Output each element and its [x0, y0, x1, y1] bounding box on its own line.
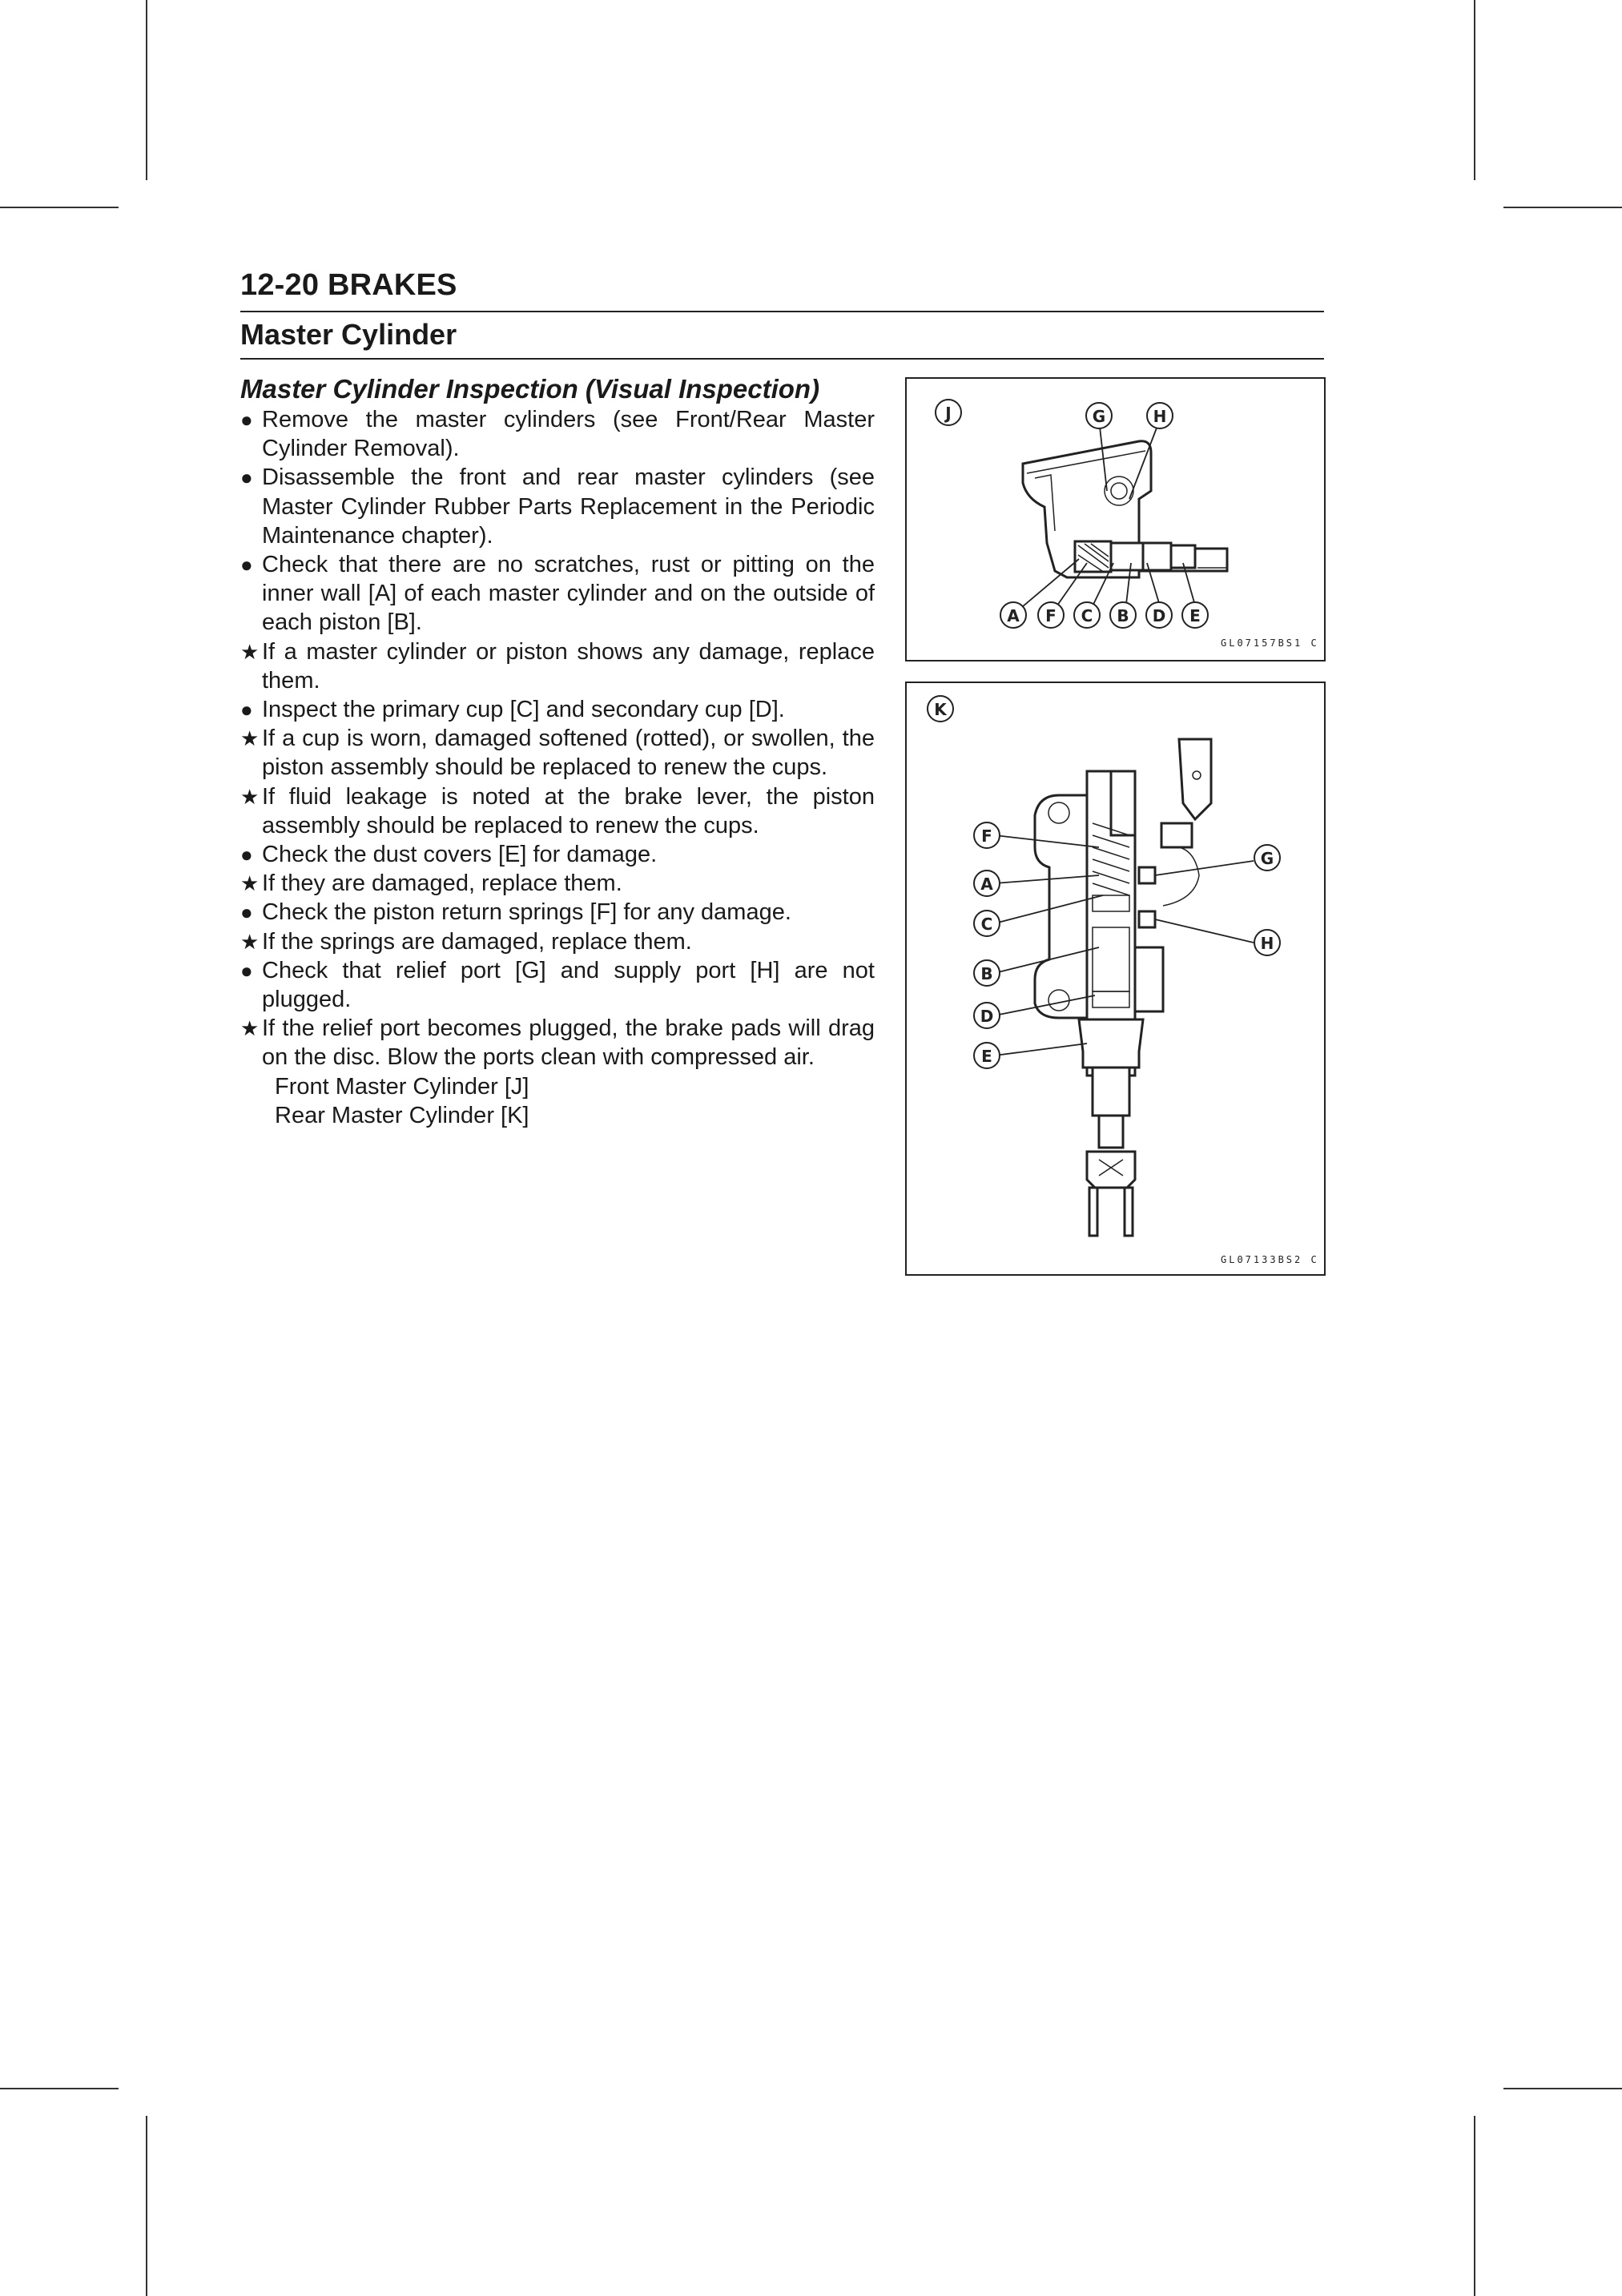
svg-text:C: C [980, 915, 993, 934]
list-item [240, 1014, 875, 1072]
item-text: Check the piston return springs [F] for any damage. [262, 899, 791, 926]
svg-text:F: F [1045, 606, 1057, 625]
star-marker: ★ [240, 784, 260, 809]
svg-text:J: J [945, 404, 952, 423]
list-item [240, 405, 875, 463]
star-marker: ★ [240, 929, 260, 954]
crop-mark [1503, 2088, 1622, 2089]
bullet-marker: ● [240, 842, 253, 867]
item-text: If they are damaged, replace them. [262, 871, 622, 897]
item-text: Disassemble the front and rear master cylinders (see Master Cylinder Rubber Parts Replacement in the Periodic Maintenance chapter). [262, 464, 875, 549]
item-text: Check that there are no scratches, rust or pitting on the inner wall [A] of each master cylinder and on the outside of each piston [B]. [262, 552, 875, 636]
section-title: Master Cylinder [240, 318, 457, 351]
svg-text:A: A [1007, 606, 1020, 625]
section-rule [240, 358, 1324, 360]
crop-mark [1503, 207, 1622, 208]
item-text: Check that relief port [G] and supply port [H] are not plugged. [262, 957, 875, 1013]
svg-text:D: D [980, 1007, 994, 1026]
callout-F [974, 822, 1000, 848]
instruction-list [240, 405, 875, 1072]
list-item [240, 724, 875, 782]
item-text: Check the dust covers [E] for damage. [262, 842, 658, 868]
crop-mark [0, 207, 119, 208]
crop-mark [0, 2088, 119, 2089]
legend-rear: Rear Master Cylinder [K] [275, 1102, 529, 1128]
list-item [240, 782, 875, 840]
list-item [240, 637, 875, 695]
callout-J [936, 400, 961, 425]
page-number: 12-20 BRAKES [240, 268, 457, 302]
callout-G [1086, 403, 1112, 428]
callout-C [974, 911, 1000, 936]
bullet-marker: ● [240, 900, 253, 925]
crop-mark [1474, 2116, 1475, 2296]
body-column [240, 373, 875, 1130]
svg-text:D: D [1152, 606, 1166, 625]
callout-E [974, 1043, 1000, 1068]
bullet-marker: ● [240, 408, 253, 432]
svg-text:H: H [1153, 407, 1167, 426]
figure-code: GL07157BS1 C [1221, 637, 1319, 649]
svg-text:E: E [981, 1047, 992, 1066]
legend-front: Front Master Cylinder [J] [275, 1073, 529, 1100]
rear-master-cylinder-drawing [907, 683, 1324, 1274]
svg-text:K: K [934, 700, 947, 719]
callout-B [974, 960, 1000, 986]
list-item [240, 550, 875, 637]
svg-text:C: C [1081, 606, 1093, 625]
svg-text:A: A [980, 875, 993, 894]
list-item [240, 840, 875, 869]
callout-F [1038, 602, 1064, 628]
list-item [240, 463, 875, 550]
svg-text:E: E [1189, 606, 1201, 625]
callout-A [974, 871, 1000, 896]
bullet-marker: ● [240, 958, 253, 983]
svg-text:B: B [1117, 606, 1129, 625]
star-marker: ★ [240, 1016, 260, 1041]
callout-A [1000, 602, 1026, 628]
item-text: If a cup is worn, damaged softened (rotted), or swollen, the piston assembly should be replaced to renew the cups. [262, 726, 875, 781]
svg-text:G: G [1260, 849, 1274, 868]
star-marker: ★ [240, 726, 260, 751]
callout-D [974, 1003, 1000, 1028]
callout-H [1254, 930, 1280, 955]
callout-H [1147, 403, 1173, 428]
bullet-marker: ● [240, 465, 253, 490]
item-text: Remove the master cylinders (see Front/Rear Master Cylinder Removal). [262, 407, 875, 462]
star-marker: ★ [240, 639, 260, 664]
crop-mark [146, 2116, 147, 2296]
item-text: Inspect the primary cup [C] and secondary cup [D]. [262, 697, 785, 723]
callout-C [1074, 602, 1100, 628]
item-text: If the springs are damaged, replace them. [262, 928, 692, 955]
list-item [240, 695, 875, 724]
item-text: If the relief port becomes plugged, the brake pads will drag on the disc. Blow the ports clean with compressed air. [262, 1015, 875, 1071]
item-text: If fluid leakage is noted at the brake lever, the piston assembly should be replaced to renew the cups. [262, 783, 875, 838]
callout-B [1110, 602, 1136, 628]
callout-D [1146, 602, 1172, 628]
item-text: If a master cylinder or piston shows any damage, replace them. [262, 638, 875, 694]
star-marker: ★ [240, 871, 260, 896]
svg-text:F: F [981, 826, 992, 846]
crop-mark [1474, 0, 1475, 180]
crop-mark [146, 0, 147, 180]
figure-rear-master-cylinder [905, 682, 1326, 1276]
list-item [240, 869, 875, 898]
svg-text:G: G [1092, 407, 1106, 426]
list-item [240, 927, 875, 956]
front-master-cylinder-drawing [907, 379, 1324, 660]
svg-text:H: H [1260, 934, 1274, 953]
bullet-marker: ● [240, 698, 253, 722]
list-item [240, 898, 875, 927]
callout-K [928, 696, 953, 722]
svg-text:B: B [980, 964, 993, 983]
list-item [240, 956, 875, 1014]
page-header [240, 266, 1324, 360]
figure-front-master-cylinder [905, 377, 1326, 661]
subsection-heading: Master Cylinder Inspection (Visual Inspection) [240, 374, 820, 404]
callout-G [1254, 845, 1280, 871]
figure-code: GL07133BS2 C [1221, 1254, 1319, 1265]
callout-E [1182, 602, 1208, 628]
bullet-marker: ● [240, 553, 253, 577]
